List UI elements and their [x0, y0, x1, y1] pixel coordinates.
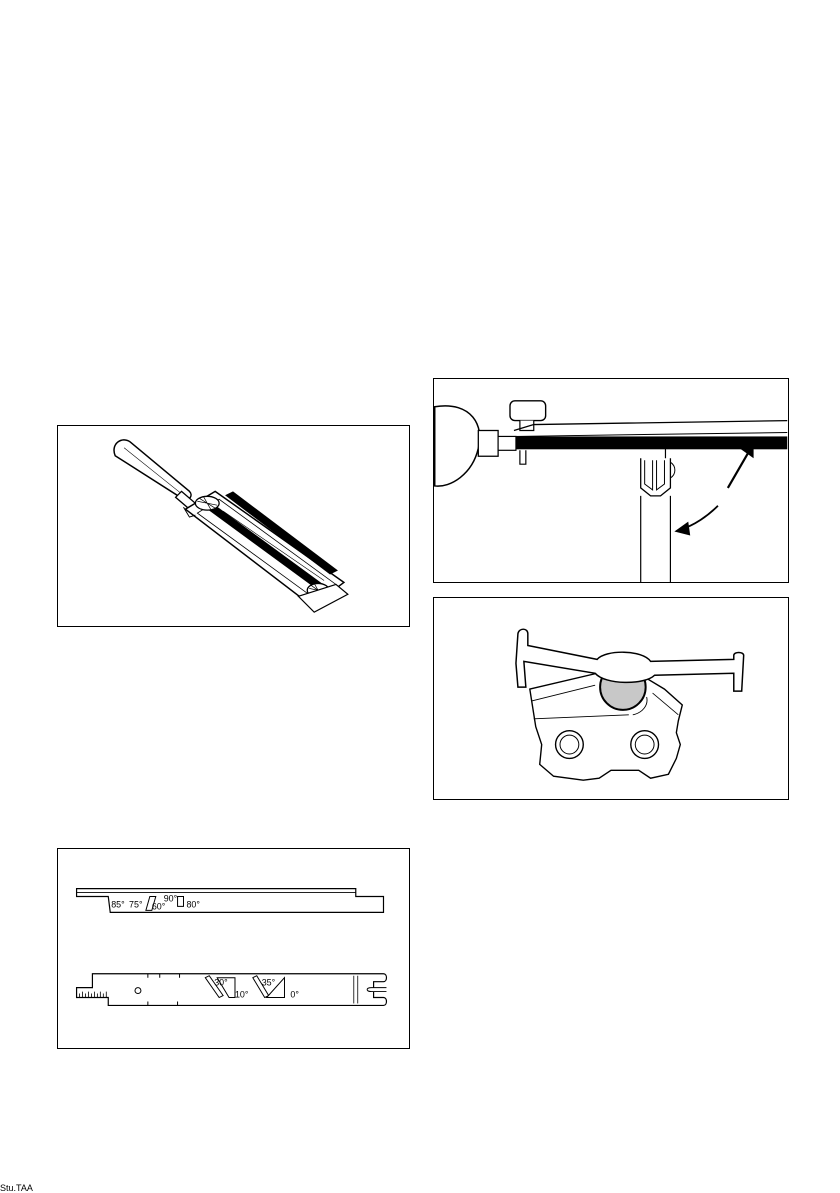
angle-label-85: 85°: [111, 899, 125, 910]
depth-gauge-figure: [433, 597, 789, 800]
page-footer-label: Stu.TAA: [0, 1183, 33, 1193]
depth-gauge-illustration: [434, 598, 788, 799]
file-holder-figure: [57, 425, 410, 627]
angle-label-60: 60°: [151, 901, 166, 912]
angle-gauge-figure: [57, 848, 410, 1049]
filing-angle-illustration: [434, 379, 788, 582]
angle-label-75: 75°: [129, 899, 143, 910]
angle-gauge-illustration: [58, 849, 409, 1048]
angle-label-35: 35°: [261, 977, 276, 988]
angle-label-0: 0°: [290, 989, 299, 1000]
filing-angle-figure: [433, 378, 789, 583]
angle-label-10: 10°: [234, 989, 249, 1000]
angle-label-90: 90°: [163, 893, 178, 904]
angle-label-80: 80°: [186, 899, 200, 910]
angle-label-30: 30°: [214, 977, 228, 988]
file-holder-illustration: [58, 426, 409, 626]
